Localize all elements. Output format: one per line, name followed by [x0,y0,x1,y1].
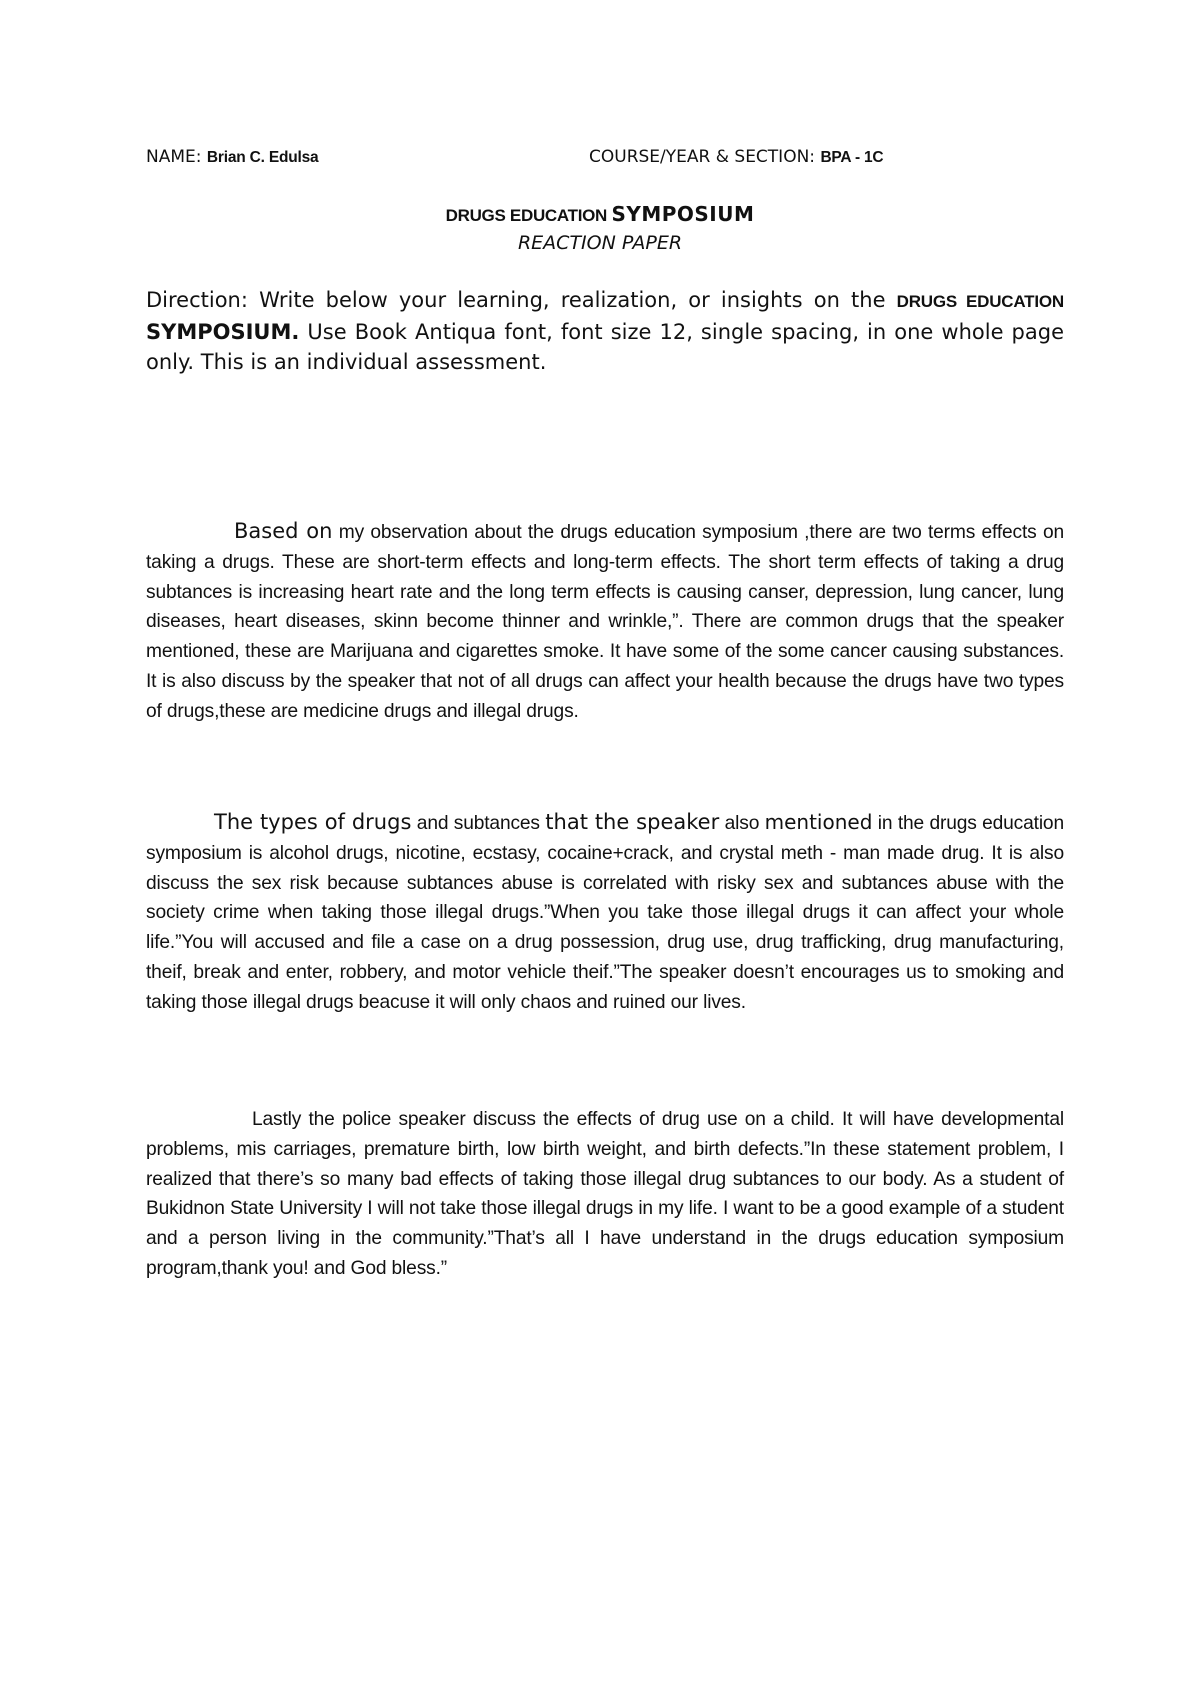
paragraph-2-lead-3: mentioned [764,810,873,834]
paragraph-2-lead-1: The types of drugs [214,810,412,834]
paragraph-1 [146,517,1064,727]
direction-part-2: DRUGS EDUCATION [896,292,1064,311]
paragraph-2-mid-2: also [719,813,765,834]
title-part-2: SYMPOSIUM [611,202,755,226]
document-title [0,200,1200,230]
name-label: NAME: [146,147,207,167]
document-subtitle: REACTION PAPER [517,232,683,254]
header-row [146,146,1066,170]
paragraph-2-body: in the drugs education symposium is alcohol drugs, nicotine, ecstasy, cocaine+crack, and crystal meth - man made drug. It is also discuss the sex risk because subtances abuse is correlated with risky sex and subtances abuse with the society crime when taking those illegal drugs.”When you take those illegal drugs it can affect your whole life.”You will accused and file a case on a drug possession, drug use, drug trafficking, drug manufacturing, theif, break and enter, robbery, and motor vehicle theif.”The speaker doesn’t encourages us to smoking and taking those illegal drugs beacuse it will only chaos and ruined our lives. [146,813,1064,1013]
paragraph-1-lead: Based on [234,519,333,543]
paragraph-2 [146,808,1064,1018]
paragraph-1-body: my observation about the drugs education symposium ,there are two terms effects on taking a drugs. These are short-term effects and long-term effects. The short term effects of taking a drug subtances is increasing heart rate and the long term effects is causing canser, depression, lung cancer, lung diseases, heart diseases, skinn become thinner and wrinkle,”. There are common drugs that the speaker mentioned, these are Marijuana and cigarettes smoke. It have some of the some cancer causing substances. It is also discuss by the speaker that not of all drugs can affect your health because the drugs have two types of drugs,these are medicine drugs and illegal drugs. [146,522,1064,722]
direction-part-4: SYMPOSIUM. [146,320,300,344]
title-block [0,200,1200,256]
name-value: Brian C. Edulsa [206,149,319,166]
paragraph-2-mid-1: and subtances [411,813,546,834]
paragraph-3: Lastly the police speaker discuss the effects of drug use on a child. It will have developmental problems, mis carriages, premature birth, low birth weight, and birth defects.”In these statement problem, I realized that there’s so many bad effects of taking those illegal drug subtances to our body. As a student of Bukidnon State University I will not take those illegal drugs in my life. I want to be a good example of a student and a person living in the community.”That’s all I have understand in the drugs education symposium program,thank you! and God bless.” [146,1109,1064,1279]
name-field [146,146,318,169]
direction-part-5: Use Book Antiqua font, font size 12, single spacing, in one whole page only. This is an individual assessment. [146,320,1064,374]
course-label: COURSE/YEAR & SECTION: [589,147,821,167]
course-field [589,146,883,169]
paragraph-2-lead-2: that the speaker [545,810,720,834]
direction-text [146,285,1064,377]
title-part-1: DRUGS EDUCATION [445,206,612,225]
course-value: BPA - 1C [820,149,884,166]
direction-part-1: Direction: Write below your learning, realization, or insights on the [146,288,897,312]
